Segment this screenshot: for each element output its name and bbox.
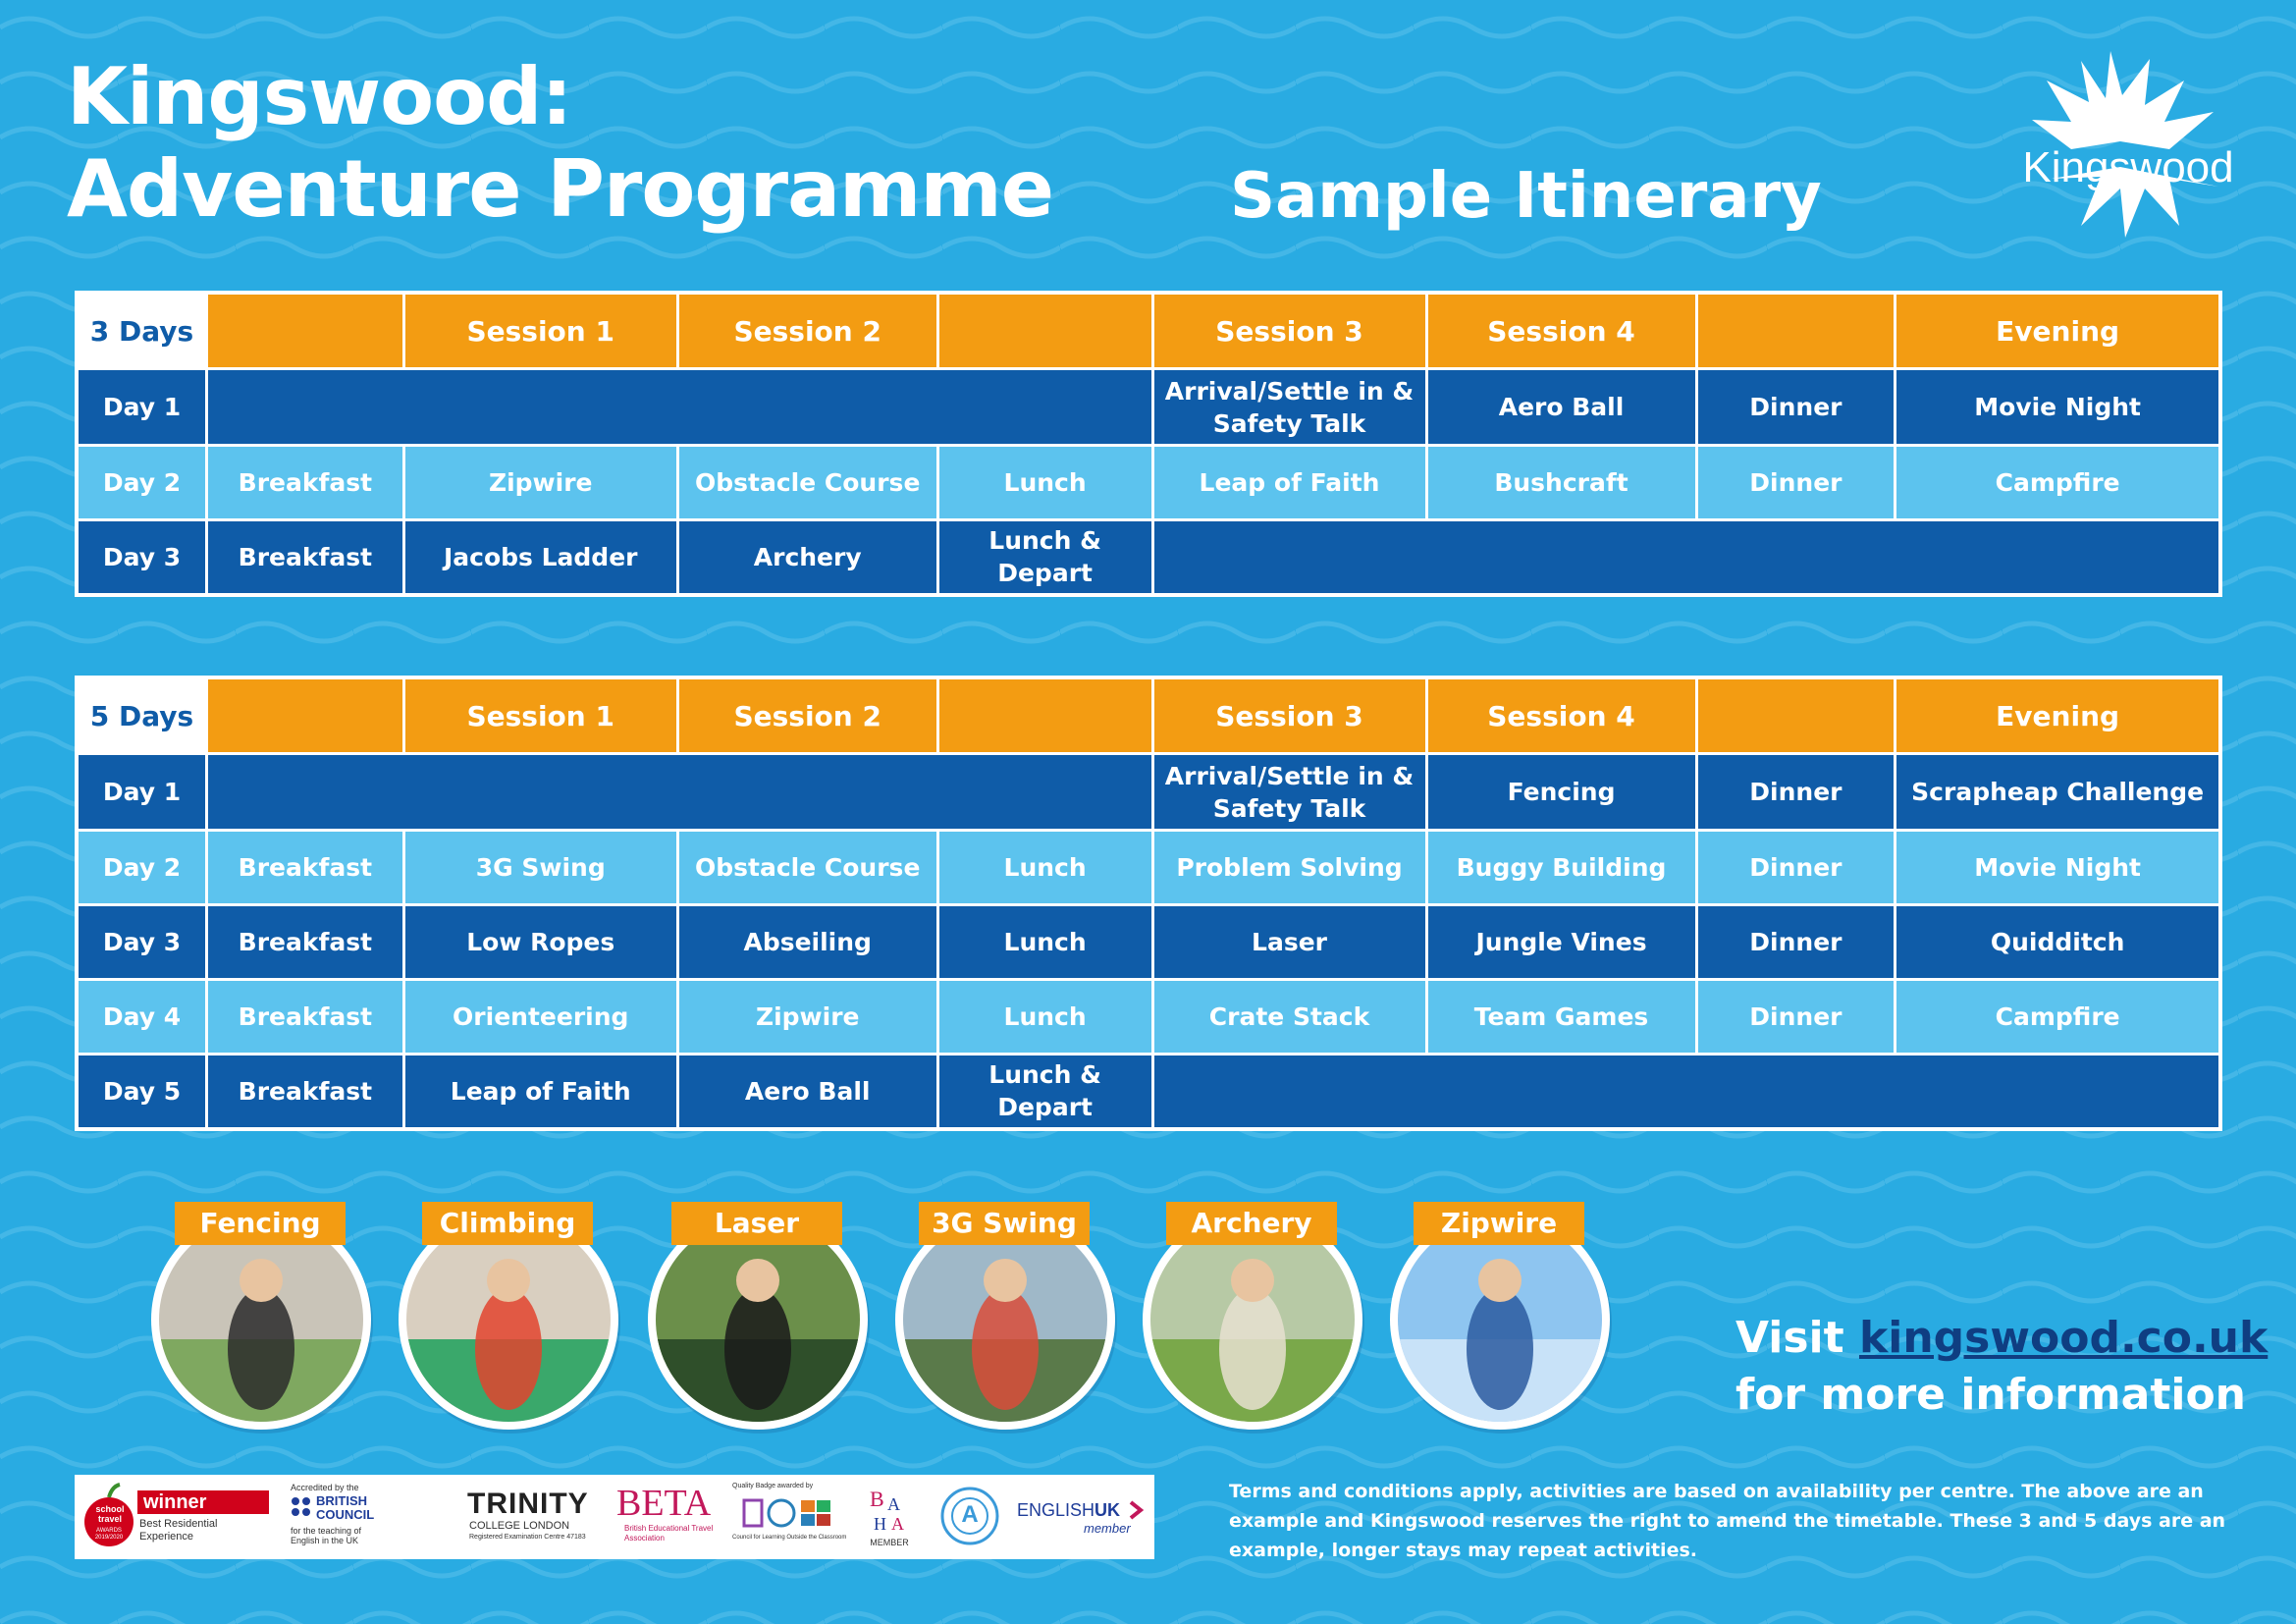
lotc-caption-bottom: Council for Learning Outside the Classroom: [732, 1535, 847, 1541]
english-uk-caption: member: [1084, 1521, 1131, 1536]
school-travel-awards-year: AWARDS 2019/2020: [94, 1528, 124, 1541]
column-header: Session 3: [1152, 293, 1426, 369]
empty-slot: [206, 754, 1152, 831]
day-label: Day 3: [77, 520, 206, 595]
column-header: Session 1: [403, 293, 677, 369]
beta-caption: British Educational Travel Association: [624, 1524, 714, 1543]
activity-cell: Breakfast: [206, 520, 403, 595]
table-row: [77, 905, 2220, 980]
column-header: [206, 293, 403, 369]
activity-cell: Obstacle Course: [677, 446, 937, 520]
svg-text:B: B: [870, 1487, 884, 1511]
activity-cell: Jacobs Ladder: [403, 520, 677, 595]
activity-cell: Archery: [677, 520, 937, 595]
british-council-name: [316, 1494, 374, 1522]
trinity-name: TRINITY: [467, 1488, 589, 1520]
column-header: Session 4: [1426, 293, 1696, 369]
activity-cell: Movie Night: [1896, 831, 2220, 905]
school-travel-text: school travel: [95, 1504, 125, 1524]
svg-text:A: A: [887, 1494, 900, 1514]
activity-cell: Fencing: [1426, 754, 1696, 831]
svg-text:A: A: [891, 1514, 904, 1534]
activity-cell: Zipwire: [403, 446, 677, 520]
table-row: [77, 369, 2220, 446]
itinerary-table-5-days: [75, 676, 2222, 1131]
column-header: [1696, 677, 1896, 754]
activity-cell: Jungle Vines: [1426, 905, 1696, 980]
activity-cell: Lunch: [937, 831, 1152, 905]
aala-letter: A: [961, 1501, 979, 1528]
table-row: [77, 754, 2220, 831]
baha-member-badge: [860, 1483, 919, 1551]
activity-photo: [891, 1202, 1117, 1434]
activity-cell: Lunch: [937, 980, 1152, 1055]
baha-caption: MEMBER: [870, 1538, 909, 1547]
day-label: Day 3: [77, 905, 206, 980]
english-uk-name-a: ENGLISH: [1017, 1500, 1095, 1520]
activity-cell: Dinner: [1696, 369, 1896, 446]
activity-cell: Lunch: [937, 446, 1152, 520]
activity-cell: Breakfast: [206, 1055, 403, 1129]
table-row: [77, 980, 2220, 1055]
activity-photo-label: Fencing: [175, 1202, 346, 1245]
british-council-line-2: COUNCIL: [316, 1507, 375, 1522]
svg-text:H: H: [874, 1514, 886, 1534]
activity-cell: Campfire: [1896, 980, 2220, 1055]
activity-photo: [1139, 1202, 1364, 1434]
activity-photo-label: Laser: [671, 1202, 842, 1245]
activity-photo-label: Climbing: [422, 1202, 593, 1245]
activity-cell: Aero Ball: [677, 1055, 937, 1129]
activity-photo: [1386, 1202, 1612, 1434]
activity-cell: 3G Swing: [403, 831, 677, 905]
column-header: [937, 293, 1152, 369]
activity-cell: Zipwire: [677, 980, 937, 1055]
activity-cell: Bushcraft: [1426, 446, 1696, 520]
british-council-caption: for the teaching of English in the UK: [291, 1526, 362, 1545]
visit-line-2: for more information: [1735, 1370, 2247, 1420]
aala-badge: [934, 1483, 1003, 1551]
table-row: [77, 520, 2220, 595]
day-label: Day 1: [77, 369, 206, 446]
lotc-caption-top: Quality Badge awarded by: [732, 1483, 814, 1489]
day-label: Day 1: [77, 754, 206, 831]
column-header: Session 1: [403, 677, 677, 754]
activity-photo-label: Archery: [1166, 1202, 1337, 1245]
title-line-2: Adventure Programme: [67, 143, 1054, 235]
winner-label: winner: [137, 1490, 269, 1514]
page-subtitle: Sample Itinerary: [1230, 160, 1822, 233]
activity-cell: Scrapheap Challenge: [1896, 754, 2220, 831]
lotc-quality-badge: [732, 1483, 848, 1551]
activity-cell: Lunch & Depart: [937, 520, 1152, 595]
activity-cell: Orienteering: [403, 980, 677, 1055]
empty-slot: [1152, 1055, 2220, 1129]
table-duration-label: 5 Days: [77, 677, 206, 754]
activity-photo-label: 3G Swing: [919, 1202, 1090, 1245]
day-label: Day 2: [77, 446, 206, 520]
column-header: Evening: [1896, 293, 2220, 369]
accreditation-badges: [75, 1475, 1154, 1559]
activity-cell: Breakfast: [206, 831, 403, 905]
english-uk-badge: [1017, 1483, 1147, 1551]
column-header: Session 3: [1152, 677, 1426, 754]
beta-badge: [616, 1483, 724, 1551]
british-council-badge: [289, 1483, 455, 1551]
terms-and-conditions: Terms and conditions apply, activities are based on availability per centre. The above are an example and Kingswood reserves the right to amend the timetable. These 3 and 5 days are an example, longer stays may repeat activities.: [1229, 1481, 2226, 1561]
activity-cell: Lunch: [937, 905, 1152, 980]
trinity-college-badge: [467, 1483, 605, 1551]
column-header: Session 2: [677, 677, 937, 754]
activity-cell: Abseiling: [677, 905, 937, 980]
column-header: Evening: [1896, 677, 2220, 754]
column-header: [206, 677, 403, 754]
table-row: [77, 446, 2220, 520]
winner-caption: Best Residential Experience: [139, 1518, 218, 1543]
column-header: [1696, 293, 1896, 369]
empty-slot: [1152, 520, 2220, 595]
itinerary-table-3-days: [75, 291, 2222, 597]
day-label: Day 4: [77, 980, 206, 1055]
column-header: Session 2: [677, 293, 937, 369]
column-header: [937, 677, 1152, 754]
column-header: Session 4: [1426, 677, 1696, 754]
empty-slot: [206, 369, 1152, 446]
activity-cell: Breakfast: [206, 980, 403, 1055]
activity-photo-label: Zipwire: [1414, 1202, 1584, 1245]
activity-cell: Crate Stack: [1152, 980, 1426, 1055]
british-council-line-1: BRITISH: [316, 1493, 367, 1508]
activity-cell: Campfire: [1896, 446, 2220, 520]
activity-cell: Dinner: [1696, 905, 1896, 980]
activity-cell: Breakfast: [206, 446, 403, 520]
logo-wordmark: Kingswood: [2022, 143, 2234, 191]
page-title: [67, 51, 1053, 236]
british-council-dots-icon: [291, 1496, 312, 1518]
lotc-quality-icon: [742, 1494, 836, 1532]
trinity-sub: COLLEGE LONDON: [469, 1520, 570, 1532]
english-uk-chevron-icon: [1129, 1500, 1147, 1520]
visit-prefix: Visit: [1735, 1313, 1859, 1363]
activity-cell: Obstacle Course: [677, 831, 937, 905]
table-row: [77, 831, 2220, 905]
activity-cell: Laser: [1152, 905, 1426, 980]
accredited-by-text: Accredited by the: [291, 1483, 359, 1492]
activity-cell: Quidditch: [1896, 905, 2220, 980]
activity-photo: [395, 1202, 620, 1434]
activity-cell: Low Ropes: [403, 905, 677, 980]
beta-name: BETA: [616, 1483, 712, 1524]
activity-cell: Dinner: [1696, 446, 1896, 520]
table-row: [77, 1055, 2220, 1129]
title-line-1: Kingswood:: [67, 51, 572, 142]
activity-cell: Buggy Building: [1426, 831, 1696, 905]
activity-cell: Problem Solving: [1152, 831, 1426, 905]
school-travel-award-badge: [82, 1483, 275, 1551]
activity-photo: [644, 1202, 870, 1434]
activity-cell: Arrival/Settle in & Safety Talk: [1152, 369, 1426, 446]
activity-cell: Aero Ball: [1426, 369, 1696, 446]
activity-cell: Lunch & Depart: [937, 1055, 1152, 1129]
baha-logo-icon: [868, 1483, 911, 1534]
day-label: Day 5: [77, 1055, 206, 1129]
activity-cell: Leap of Faith: [403, 1055, 677, 1129]
activity-cell: Dinner: [1696, 980, 1896, 1055]
activity-cell: Leap of Faith: [1152, 446, 1426, 520]
activity-cell: Movie Night: [1896, 369, 2220, 446]
activity-cell: Arrival/Settle in & Safety Talk: [1152, 754, 1426, 831]
english-uk-name: [1017, 1500, 1120, 1520]
activity-cell: Team Games: [1426, 980, 1696, 1055]
website-link[interactable]: kingswood.co.uk: [1858, 1313, 2269, 1363]
activity-cell: Dinner: [1696, 831, 1896, 905]
visit-website-block: [1735, 1310, 2268, 1424]
english-uk-name-b: UK: [1095, 1500, 1121, 1520]
trinity-caption: Registered Examination Centre 47183: [469, 1534, 586, 1541]
activity-photo: [147, 1202, 373, 1434]
table-duration-label: 3 Days: [77, 293, 206, 369]
activity-cell: Dinner: [1696, 754, 1896, 831]
day-label: Day 2: [77, 831, 206, 905]
activity-cell: Breakfast: [206, 905, 403, 980]
